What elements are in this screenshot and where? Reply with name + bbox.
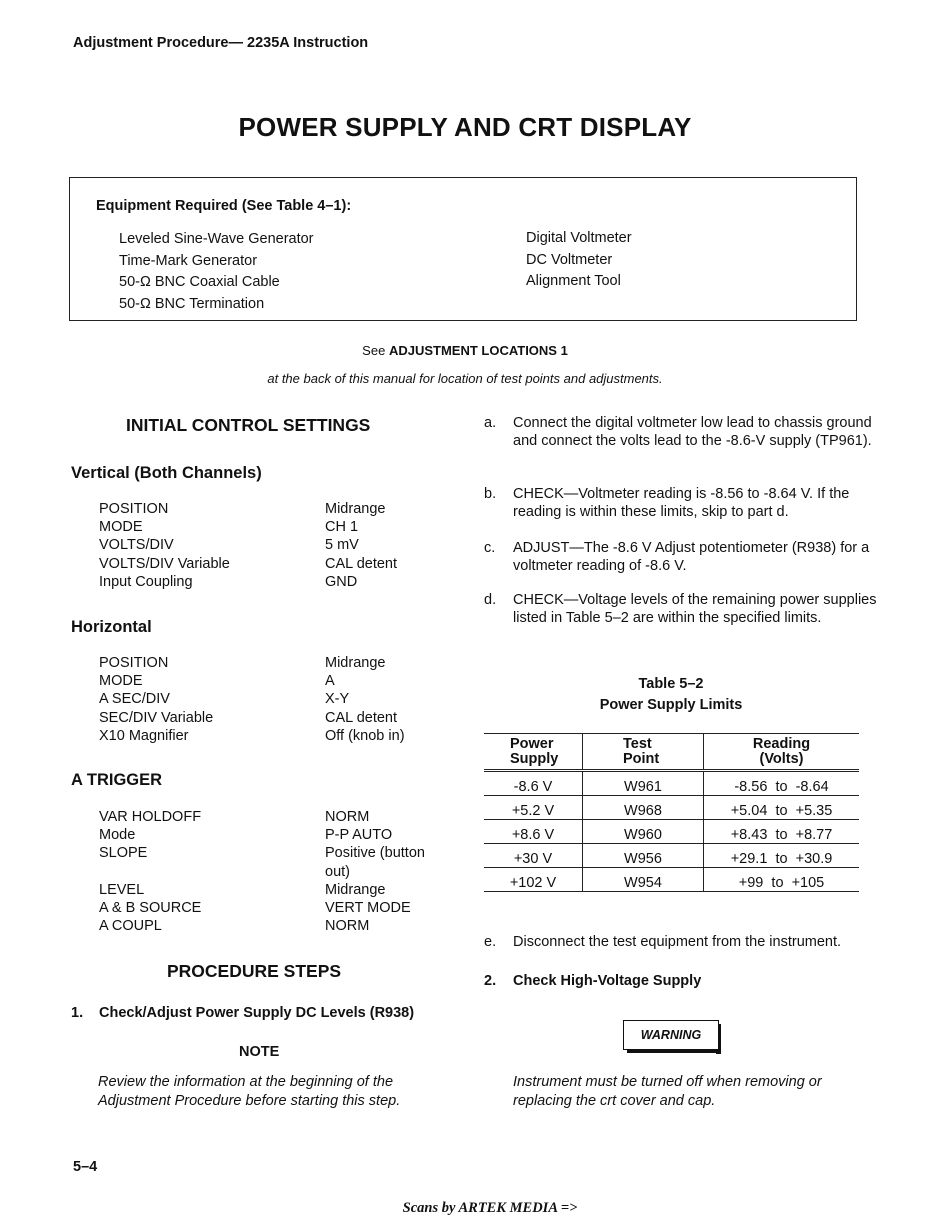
step-a [484, 414, 891, 450]
setting-value: A [325, 673, 335, 690]
setting-row [99, 709, 445, 727]
setting-name: SEC/DIV Variable [99, 709, 214, 726]
note-text: Review the information at the beginning of the Adjustment Procedure before starting this step. [98, 1074, 401, 1109]
cell-point: W961 [583, 771, 704, 796]
table-row [484, 820, 859, 844]
setting-value: Off (knob in) [325, 727, 405, 744]
setting-value: P-P AUTO [325, 827, 393, 844]
setting-value: CAL detent [325, 709, 398, 726]
setting-value: 5 mV [325, 537, 359, 554]
setting-row [99, 654, 445, 672]
cell-reading: -8.56 to -8.64 [704, 771, 860, 796]
equipment-heading: Equipment Required (See Table 4–1): [96, 198, 352, 214]
table-caption: Power Supply Limits [599, 697, 743, 713]
note-heading: NOTE [239, 1044, 280, 1060]
step-label: c. [484, 540, 496, 556]
header-reading-line2: (Volts) [759, 751, 804, 767]
horizontal-settings [99, 654, 445, 745]
procedure-heading: PROCEDURE STEPS [167, 961, 342, 981]
equipment-item: DC Voltmeter [526, 251, 613, 268]
header-test-point [583, 734, 704, 771]
setting-name: Mode [99, 827, 136, 844]
scan-credit: Scans by ARTEK MEDIA => [402, 1200, 578, 1216]
warning-badge [623, 1020, 719, 1050]
cell-point: W960 [583, 820, 704, 844]
cell-supply: +30 V [484, 844, 583, 868]
setting-name: MODE [99, 519, 143, 536]
setting-value: CAL detent [325, 555, 398, 572]
setting-name: A COUPL [99, 918, 162, 935]
step-d [484, 591, 891, 627]
setting-row [99, 536, 445, 554]
setting-row [99, 518, 445, 536]
setting-value: GND [325, 573, 358, 590]
initial-settings-heading: INITIAL CONTROL SETTINGS [126, 415, 371, 435]
step-label: d. [484, 592, 497, 608]
step-text: CHECK—Voltmeter reading is -8.56 to -8.64 V. If the reading is within these limits, skip to part d. [513, 486, 850, 521]
step-text: ADJUST—The -8.6 V Adjust potentiometer (R938) for a voltmeter reading of -8.6 V. [513, 540, 870, 575]
step-label: a. [484, 415, 497, 431]
step-b [484, 485, 891, 521]
cell-reading: +29.1 to +30.9 [704, 844, 860, 868]
step-c [484, 539, 891, 575]
cell-reading: +8.43 to +8.77 [704, 820, 860, 844]
setting-value: Positive (button out) [325, 845, 425, 880]
table-row [484, 844, 859, 868]
equipment-item: Leveled Sine-Wave Generator [119, 231, 314, 247]
table-row [484, 796, 859, 820]
page-title: POWER SUPPLY AND CRT DISPLAY [238, 112, 692, 142]
step1-number: 1. [71, 1005, 84, 1021]
setting-value: Midrange [325, 655, 386, 671]
setting-row [99, 899, 445, 917]
page-number: 5–4 [73, 1159, 98, 1175]
step2-number: 2. [484, 973, 497, 989]
vertical-heading: Vertical (Both Channels) [71, 464, 262, 482]
cell-reading: +99 to +105 [704, 868, 860, 892]
header-test-line2: Point [623, 751, 660, 767]
see-note: at the back of this manual for location of test points and adjustments. [267, 371, 663, 386]
header-supply-line2: Supply [510, 751, 559, 767]
setting-name: VAR HOLDOFF [99, 809, 202, 825]
setting-name: A & B SOURCE [99, 900, 202, 917]
setting-name: POSITION [99, 655, 169, 671]
setting-row [99, 690, 445, 708]
step-text: CHECK—Voltage levels of the remaining power supplies listed in Table 5–2 are within the specified limits. [513, 592, 877, 627]
equipment-item: Alignment Tool [526, 273, 621, 289]
cell-reading: +5.04 to +5.35 [704, 796, 860, 820]
step-text: Disconnect the test equipment from the instrument. [513, 934, 842, 950]
cell-supply: +8.6 V [484, 820, 583, 844]
setting-row [99, 555, 445, 573]
setting-value: X-Y [325, 691, 350, 708]
setting-value: Midrange [325, 501, 386, 517]
header-supply [484, 734, 583, 771]
step-label: b. [484, 486, 497, 502]
vertical-settings [99, 500, 445, 591]
setting-name: SLOPE [99, 845, 148, 862]
setting-row [99, 808, 445, 826]
setting-value: VERT MODE [325, 900, 411, 917]
equipment-item: 50-Ω BNC Termination [119, 295, 265, 312]
cell-supply: +5.2 V [484, 796, 583, 820]
setting-name: MODE [99, 673, 143, 690]
cell-supply: +102 V [484, 868, 583, 892]
see-prefix: See [362, 343, 386, 358]
step-e [484, 933, 891, 951]
warning-label: WARNING [640, 1028, 702, 1042]
setting-value: CH 1 [325, 519, 359, 536]
header-reading [704, 734, 860, 771]
step2-title: Check High-Voltage Supply [513, 973, 702, 989]
equipment-item: Time-Mark Generator [119, 252, 258, 269]
header-test-line1: Test [623, 736, 652, 752]
setting-name: POSITION [99, 501, 169, 517]
setting-row [99, 573, 445, 591]
warning-text: Instrument must be turned off when removing or replacing the crt cover and cap. [513, 1074, 822, 1109]
setting-value: NORM [325, 809, 370, 825]
setting-row [99, 727, 445, 745]
table-row [484, 771, 859, 796]
equipment-item: Digital Voltmeter [526, 230, 632, 246]
power-supply-table [484, 733, 859, 892]
step1-title: Check/Adjust Power Supply DC Levels (R938) [99, 1005, 415, 1021]
setting-value: NORM [325, 918, 370, 935]
table-header-row [484, 734, 859, 771]
table-row [484, 868, 859, 892]
setting-name: LEVEL [99, 881, 145, 898]
equipment-item: 50-Ω BNC Coaxial Cable [119, 274, 280, 290]
equipment-list-left [119, 229, 314, 315]
header-supply-line1: Power [510, 736, 554, 752]
setting-name: VOLTS/DIV Variable [99, 555, 230, 572]
cell-point: W968 [583, 796, 704, 820]
setting-row [99, 500, 445, 518]
cell-point: W954 [583, 868, 704, 892]
header-reading-line1: Reading [752, 736, 811, 752]
setting-row [99, 672, 445, 690]
setting-value: Midrange [325, 881, 386, 898]
setting-row [99, 826, 445, 844]
setting-name: Input Coupling [99, 573, 193, 590]
equipment-list-right [526, 228, 632, 293]
cell-supply: -8.6 V [484, 771, 583, 796]
see-reference [0, 343, 930, 358]
trigger-settings [99, 808, 445, 935]
step-label: e. [484, 934, 497, 950]
step-text: Connect the digital voltmeter low lead to chassis ground and connect the volts lead to the -8.6-V supply (TP961). [513, 415, 872, 450]
setting-name: X10 Magnifier [99, 727, 189, 744]
trigger-heading: A TRIGGER [71, 771, 163, 789]
setting-name: VOLTS/DIV [99, 537, 174, 554]
cell-point: W956 [583, 844, 704, 868]
see-locations: ADJUSTMENT LOCATIONS 1 [388, 343, 568, 358]
setting-row [99, 917, 445, 935]
setting-row [99, 881, 445, 899]
table-number: Table 5–2 [638, 676, 704, 692]
setting-row [99, 844, 445, 880]
horizontal-heading: Horizontal [71, 618, 152, 636]
setting-name: A SEC/DIV [99, 691, 170, 708]
running-header: Adjustment Procedure— 2235A Instruction [73, 35, 369, 51]
